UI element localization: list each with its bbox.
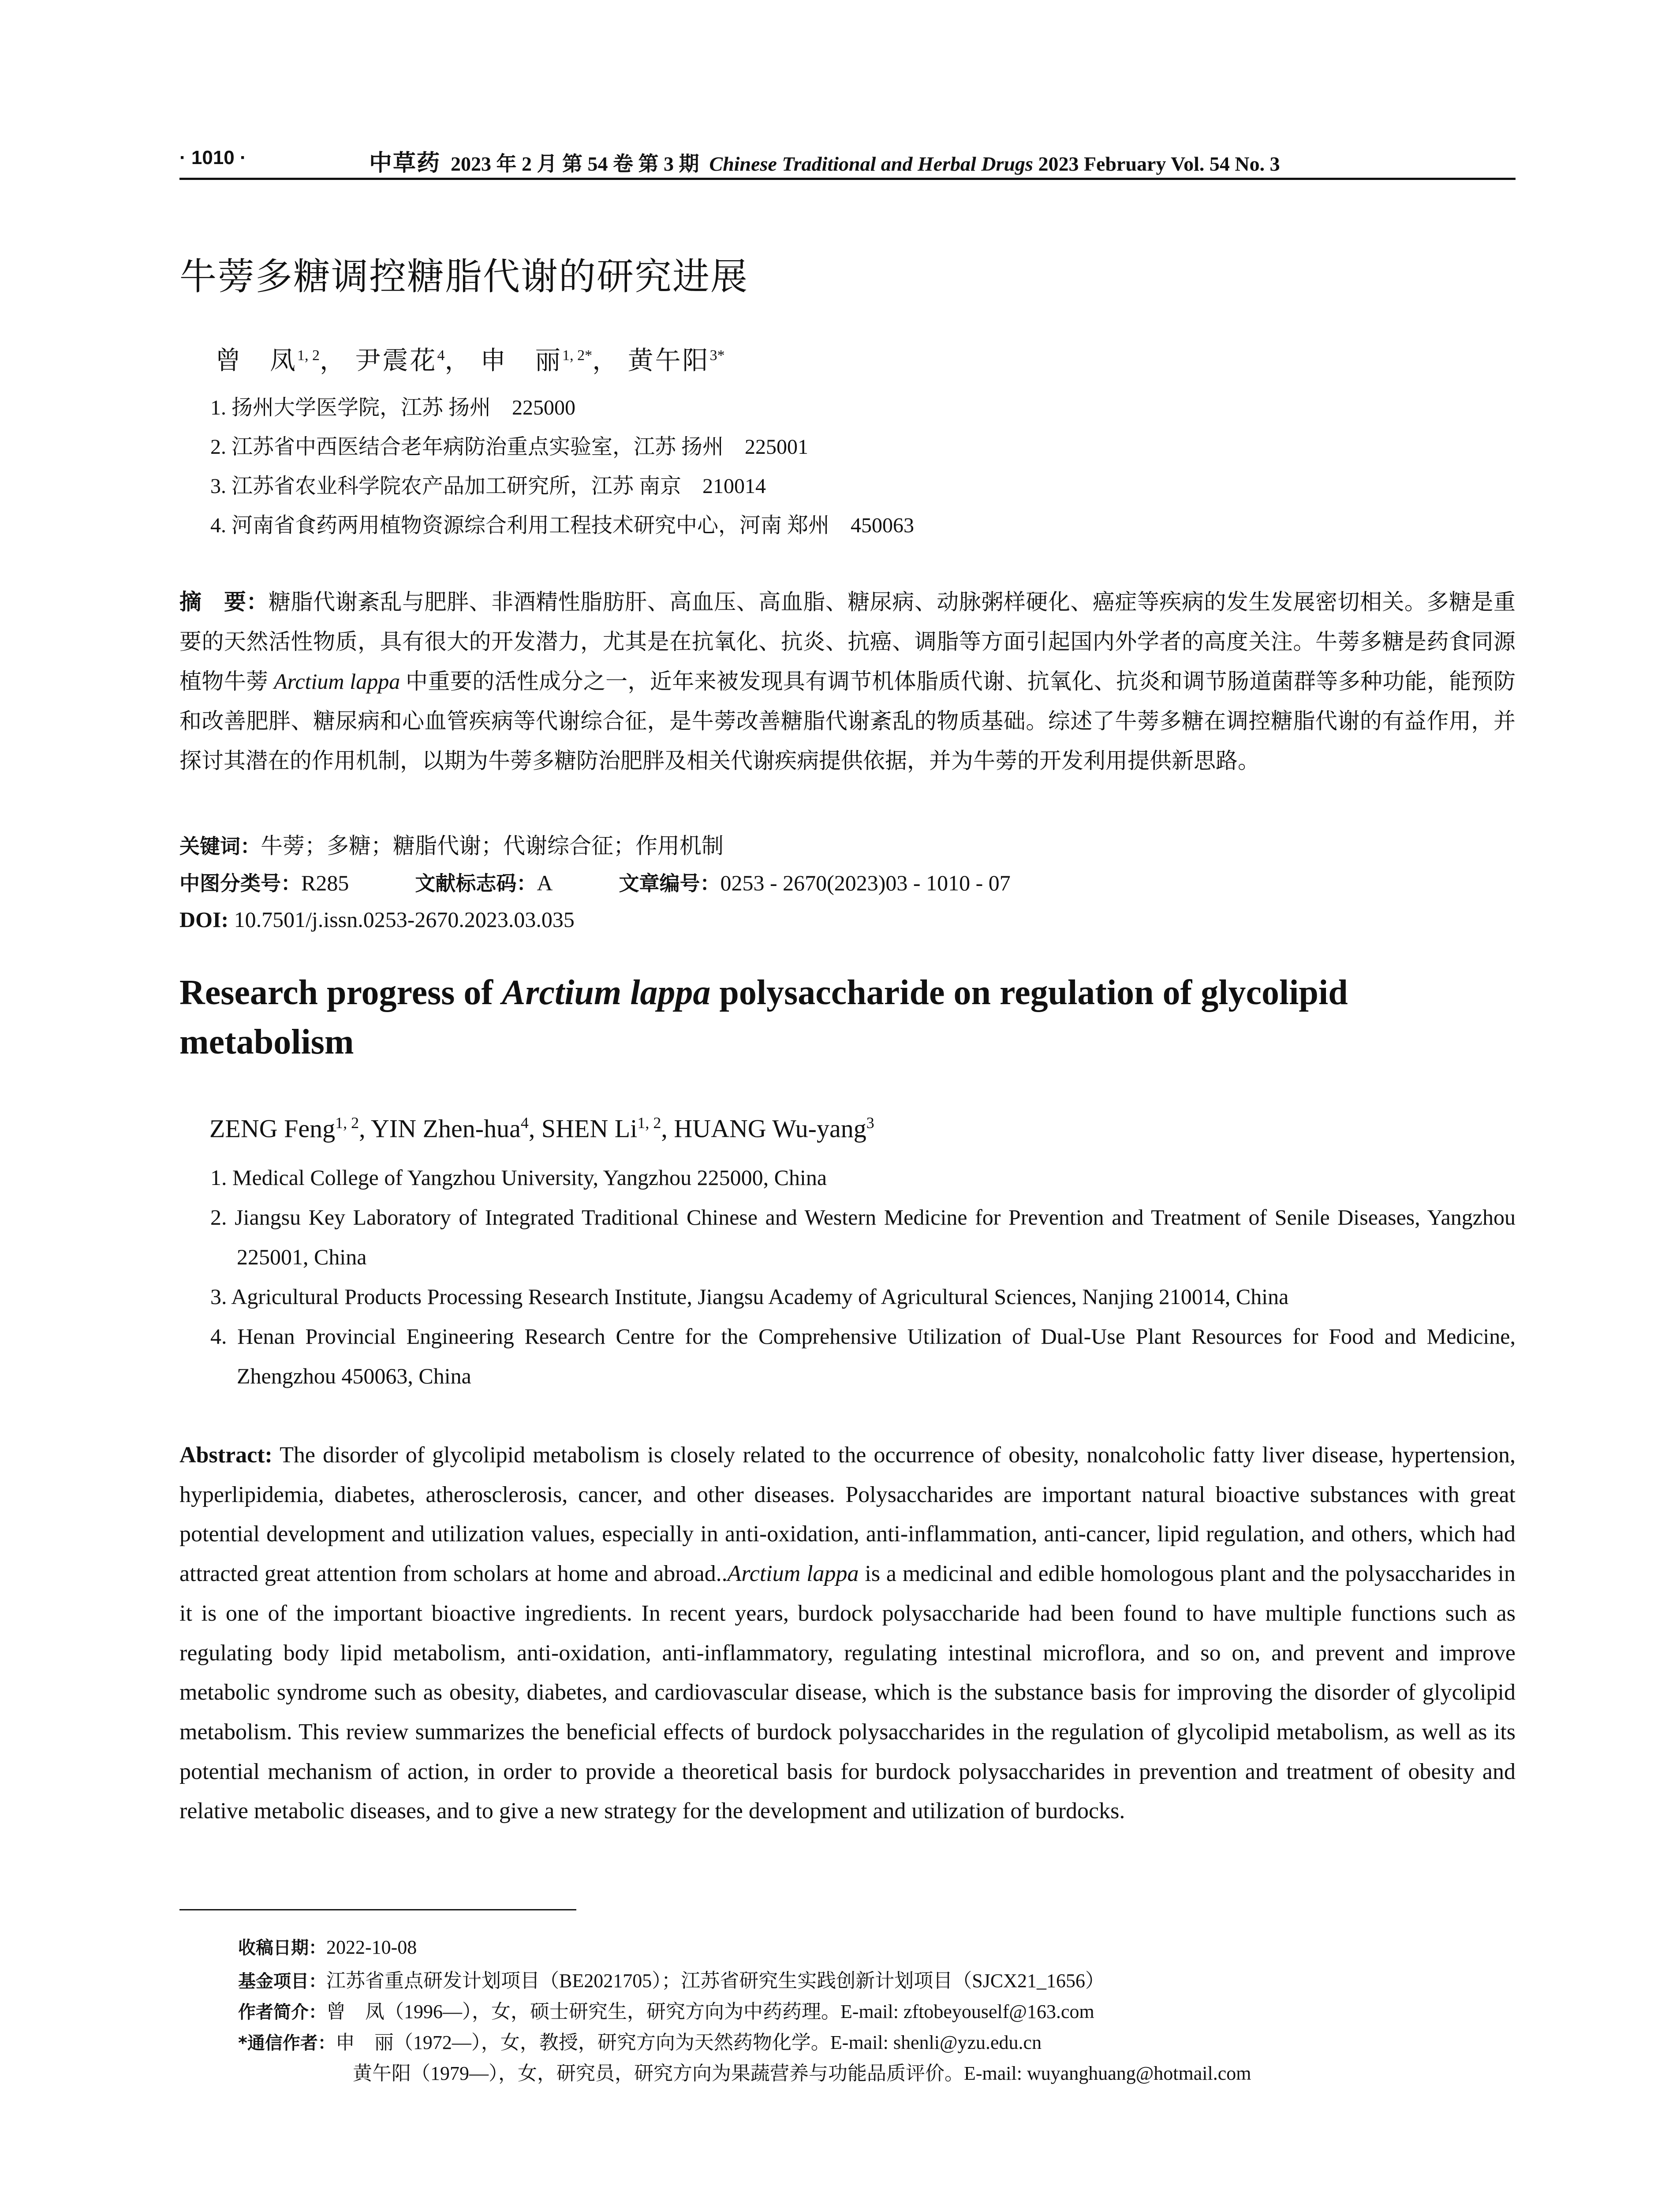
author-sep: , [661, 1114, 674, 1143]
journal-name-cn: 中草药 [369, 151, 441, 176]
footnote-corresponding-2: 黄午阳（1979—），女，研究员，研究方向为果蔬营养与功能品质评价。E-mail: wuyanghuang@hotmail.com [353, 2063, 1251, 2084]
footnote-fund [238, 1965, 1105, 1993]
author-affil-sup: 3* [709, 347, 725, 364]
footnote-label: 基金项目： [238, 1971, 326, 1992]
latin-name: Arctium lappa [274, 669, 400, 694]
author-affil-sup: 1, 2 [297, 347, 320, 364]
author-name: SHEN Li [541, 1114, 638, 1143]
author-affil-sup: 1, 2 [335, 1114, 359, 1132]
footnote-value: 申 丽（1972—），女，教授，研究方向为天然药物化学。E-mail: shenli@yzu.edu.cn [335, 2032, 1042, 2053]
author-name: 黄午阳 [627, 346, 710, 375]
doi-line [179, 907, 575, 932]
doc-code-value: A [537, 871, 553, 895]
clc-value: R285 [301, 871, 349, 895]
author-sep: , [359, 1114, 371, 1143]
author-affil-sup: 4 [520, 1114, 529, 1132]
footnote-rule [179, 1909, 576, 1910]
doi-value: 10.7501/j.issn.0253-2670.2023.03.035 [228, 907, 575, 932]
abstract-en-label: Abstract: [179, 1443, 273, 1468]
author-name: YIN Zhen-hua [371, 1114, 521, 1143]
affiliation-en: 3. Agricultural Products Processing Research Institute, Jiangsu Academy of Agricultural Sciences, Nanjing 210014, China [210, 1284, 1289, 1309]
affiliation-cn: 2. 江苏省中西医结合老年病防治重点实验室，江苏 扬州 225001 [210, 435, 809, 459]
affiliation-cn: 1. 扬州大学医学院，江苏 扬州 225000 [210, 396, 576, 419]
abstract-cn-text: 糖脂代谢紊乱与肥胖、非酒精性脂肪肝、高血压、高血脂、糖尿病、动脉粥样硬化、癌症等疾病的发生发展密切相关。多糖是重要的天然活性物质，具有很大的开发潜力，尤其是在抗氧化、抗炎、抗癌、调脂等方面引起国内外学者的高度关注。牛蒡多糖是药食同源植物牛蒡 [179, 590, 1516, 694]
footnote-received [238, 1934, 417, 1959]
author-name: 申 丽 [480, 346, 563, 375]
classification-line [179, 867, 1011, 897]
clc-label: 中图分类号： [179, 871, 301, 895]
footnote-label: 收稿日期： [238, 1938, 326, 1958]
article-number-value: 0253 - 2670(2023)03 - 1010 - 07 [720, 871, 1011, 895]
page-number: · 1010 · [179, 147, 246, 168]
keywords-cn [179, 828, 724, 860]
abstract-cn-label: 摘 要： [179, 590, 269, 614]
footnote-label: 作者简介： [238, 2002, 326, 2022]
running-header [179, 143, 1516, 179]
author-affil-sup: 1, 2* [562, 347, 593, 364]
authors-cn [215, 340, 725, 377]
doc-code-label: 文献标志码： [415, 871, 537, 895]
footnote-label: *通信作者： [238, 2033, 336, 2053]
author-sep: ， [320, 346, 347, 375]
author-sep: ， [444, 346, 472, 375]
title-en [179, 968, 1516, 1067]
author-affil-sup: 1, 2 [637, 1114, 661, 1132]
journal-info [369, 144, 1280, 177]
keywords-value: 牛蒡；多糖；糖脂代谢；代谢综合征；作用机制 [261, 833, 724, 858]
footnote-value: 2022-10-08 [326, 1936, 417, 1958]
footnote-value: 曾 凤（1996—），女，硕士研究生，研究方向为中药药理。E-mail: zftobeyouself@163.com [326, 2001, 1094, 2022]
affiliation-cn: 4. 河南省食药两用植物资源综合利用工程技术研究中心，河南 郑州 450063 [210, 514, 915, 537]
issue-en: 2023 February Vol. 54 No. 3 [1038, 153, 1280, 175]
author-sep: , [528, 1114, 541, 1143]
author-name: ZENG Feng [209, 1114, 336, 1143]
keywords-label: 关键词： [179, 834, 261, 858]
author-affil-sup: 4 [437, 347, 445, 364]
issue-cn: 2023 年 2 月 第 54 卷 第 3 期 [451, 153, 699, 175]
author-name: HUANG Wu-yang [674, 1114, 866, 1143]
affiliation-en: 2. Jiangsu Key Laboratory of Integrated Traditional Chinese and Western Medicine for Prevention and Treatment of Senile Diseases, Yangzhou 225001, China [210, 1205, 1516, 1269]
article-number-label: 文章编号： [619, 871, 721, 895]
journal-name-en: Chinese Traditional and Herbal Drugs [709, 153, 1033, 175]
affiliation-en: 4. Henan Provincial Engineering Research Centre for the Comprehensive Utilization of Dual-Use Plant Resources for Food and Medicine, Zhengzhou 450063, China [210, 1324, 1516, 1388]
title-en-part: polysaccharide on regulation of glycolipid metabolism [179, 973, 1348, 1061]
latin-name: Arctium lappa [727, 1561, 859, 1587]
footnote-value: 江苏省重点研发计划项目（BE2021705）；江苏省研究生实践创新计划项目（SJCX21_1656） [326, 1970, 1105, 1992]
affiliation-cn: 3. 江苏省农业科学院农产品加工研究所，江苏 南京 210014 [210, 475, 766, 498]
title-en-latin: Arctium lappa [502, 973, 711, 1012]
header-rule [179, 178, 1516, 180]
author-sep: ， [592, 346, 620, 375]
author-affil-sup: 3 [866, 1114, 874, 1132]
doi-label: DOI: [179, 907, 229, 932]
abstract-en-text: The disorder of glycolipid metabolism is closely related to the occurrence of obesity, nonalcoholic fatty liver disease, hypertension, hyperlipidemia, diabetes, atherosclerosis, cancer, and other diseases. Polysaccharides are important natural bioactive substances with great potential development and utilization values, especially in anti-oxidation, anti-inflammation, anti-cancer, lipid regulation, and others, which had attracted great attention from scholars at home and abroad.. [179, 1443, 1516, 1587]
abstract-en [179, 1435, 1516, 1831]
abstract-cn [179, 582, 1516, 781]
abstract-en-text: is a medicinal and edible homologous plant and the polysaccharides in it is one of the important bioactive ingredients. In recent years, burdock polysaccharide had been found to have multiple functions such as regulating body lipid metabolism, anti-oxidation, anti-inflammatory, regulating intestinal microflora, and so on, and prevent and improve metabolic syndrome such as obesity, diabetes, and cardiovascular disease, which is the substance basis for improving the disorder of glycolipid metabolism. This review summarizes the beneficial effects of burdock polysaccharides in the regulation of glycolipid metabolism, as well as its potential mechanism of action, in order to provide a theoretical basis for burdock polysaccharides in prevention and treatment of obesity and relative metabolic diseases, and to give a new strategy for the development and utilization of burdocks. [179, 1561, 1516, 1824]
footnote-author [238, 1996, 1094, 2024]
affiliation-en: 1. Medical College of Yangzhou University, Yangzhou 225000, China [210, 1165, 827, 1190]
author-name: 曾 凤 [215, 346, 298, 375]
author-name: 尹震花 [355, 346, 437, 375]
footnote-corresponding [238, 2026, 1042, 2055]
authors-en [209, 1114, 874, 1143]
title-cn: 牛蒡多糖调控糖脂代谢的研究进展 [179, 255, 749, 298]
abstract-cn-text: 中重要的活性成分之一，近年来被发现具有调节机体脂质代谢、抗氧化、抗炎和调节肠道菌群等多种功能，能预防和改善肥胖、糖尿病和心血管疾病等代谢综合征，是牛蒡改善糖脂代谢紊乱的物质基础。综述了牛蒡多糖在调控糖脂代谢的有益作用，并探讨其潜在的作用机制，以期为牛蒡多糖防治肥胖及相关代谢疾病提供依据，并为牛蒡的开发利用提供新思路。 [179, 669, 1516, 773]
title-en-part: Research progress of [179, 973, 502, 1012]
